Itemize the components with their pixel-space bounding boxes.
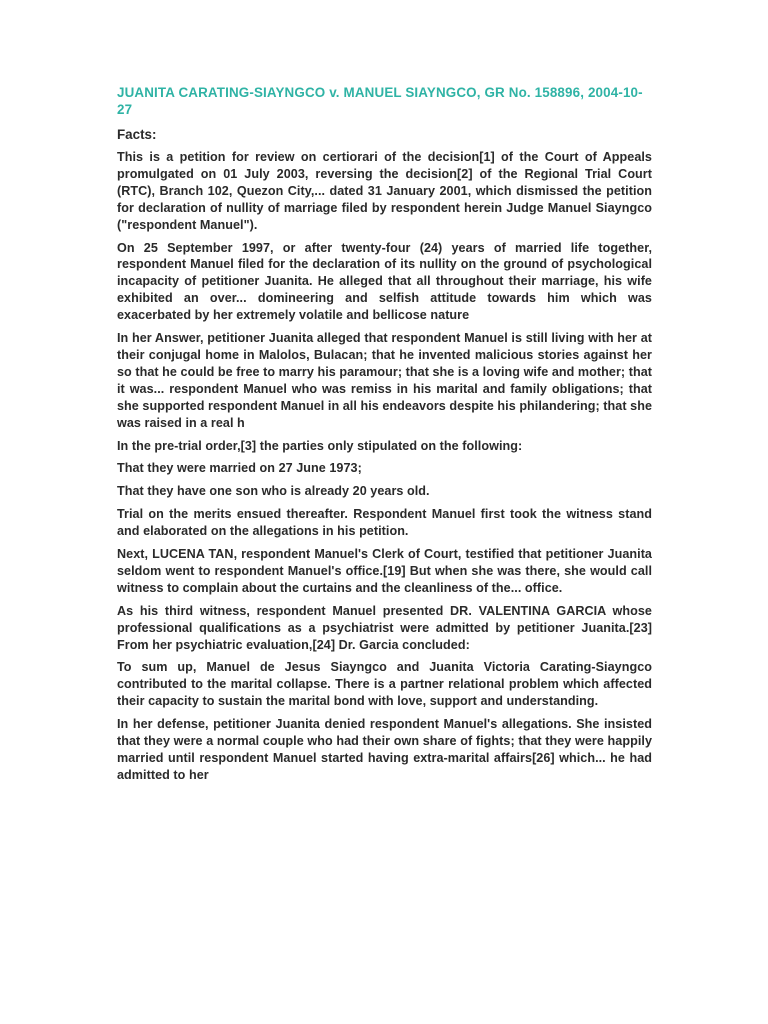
facts-heading: Facts:: [117, 127, 157, 142]
paragraph-stipulation-son: That they have one son who is already 20 years old.: [117, 484, 430, 499]
paragraph-stipulation-marriage: That they were married on 27 June 1973;: [117, 461, 362, 476]
paragraph-trial: Trial on the merits ensued thereafter. Respondent Manuel first took the witness stand and elaborated on the allegations in his petition.: [117, 507, 652, 539]
paragraph-witness-garcia: As his third witness, respondent Manuel presented DR. VALENTINA GARCIA whose professional qualifications as a psychiatrist were admitted by petitioner Juanita.[23] From her psychiatric evaluation,[24] Dr. Garcia concluded:: [117, 603, 652, 652]
paragraph-defense: In her defense, petitioner Juanita denied respondent Manuel's allegations. She insisted that they were a normal couple who had their own share of fights; that they were happily married until respondent Manuel started having extra-marital affairs[26] which... he had admitted to her: [117, 717, 652, 782]
paragraph-petition-review: This is a petition for review on certiorari of the decision[1] of the Court of Appeals promulgated on 01 July 2003, reversing the decision[2] of the Regional Trial Court (RTC), Branch 102, Quezon City,... dated 31 January 2001, which dismissed the petition for declaration of nullity of marriage filed by respondent herein Judge Manuel Siayngco ("respondent Manuel").: [117, 150, 652, 232]
paragraph-witness-tan: Next, LUCENA TAN, respondent Manuel's Clerk of Court, testified that petitioner Juanita seldom went to respondent Manuel's office.[19] But when she was there, she would call witness to complain about the curtains and the cleanliness of the... office.: [117, 547, 652, 595]
paragraph-pretrial-order: In the pre-trial order,[3] the parties only stipulated on the following:: [117, 438, 523, 453]
paragraph-nullity-filing: On 25 September 1997, or after twenty-four (24) years of married life together, respondent Manuel filed for the declaration of its nullity on the ground of psychological incapacity of petitioner Juanita. He alleged that all throughout their marriage, his wife exhibited an over... domineering and selfish attitude towards him which was exacerbated by her extremely volatile and bellicose nature: [117, 240, 652, 323]
document-page: [117, 84, 652, 790]
case-title: JUANITA CARATING-SIAYNGCO v. MANUEL SIAYNGCO, GR No. 158896, 2004-10-27: [117, 85, 643, 117]
paragraph-garcia-conclusion: To sum up, Manuel de Jesus Siayngco and Juanita Victoria Carating-Siayngco contributed to the marital collapse. There is a partner relational problem which affected their capacity to sustain the marital bond with love, support and understanding.: [117, 660, 652, 709]
paragraph-answer: In her Answer, petitioner Juanita alleged that respondent Manuel is still living with her at their conjugal home in Malolos, Bulacan; that he invented malicious stories against her so that he could be free to marry his paramour; that she is a loving wife and mother; that it was... respondent Manuel who was remiss in his marital and family obligations; that she supported respondent Manuel in all his endeavors despite his philandering; that she was raised in a real h: [117, 331, 652, 430]
